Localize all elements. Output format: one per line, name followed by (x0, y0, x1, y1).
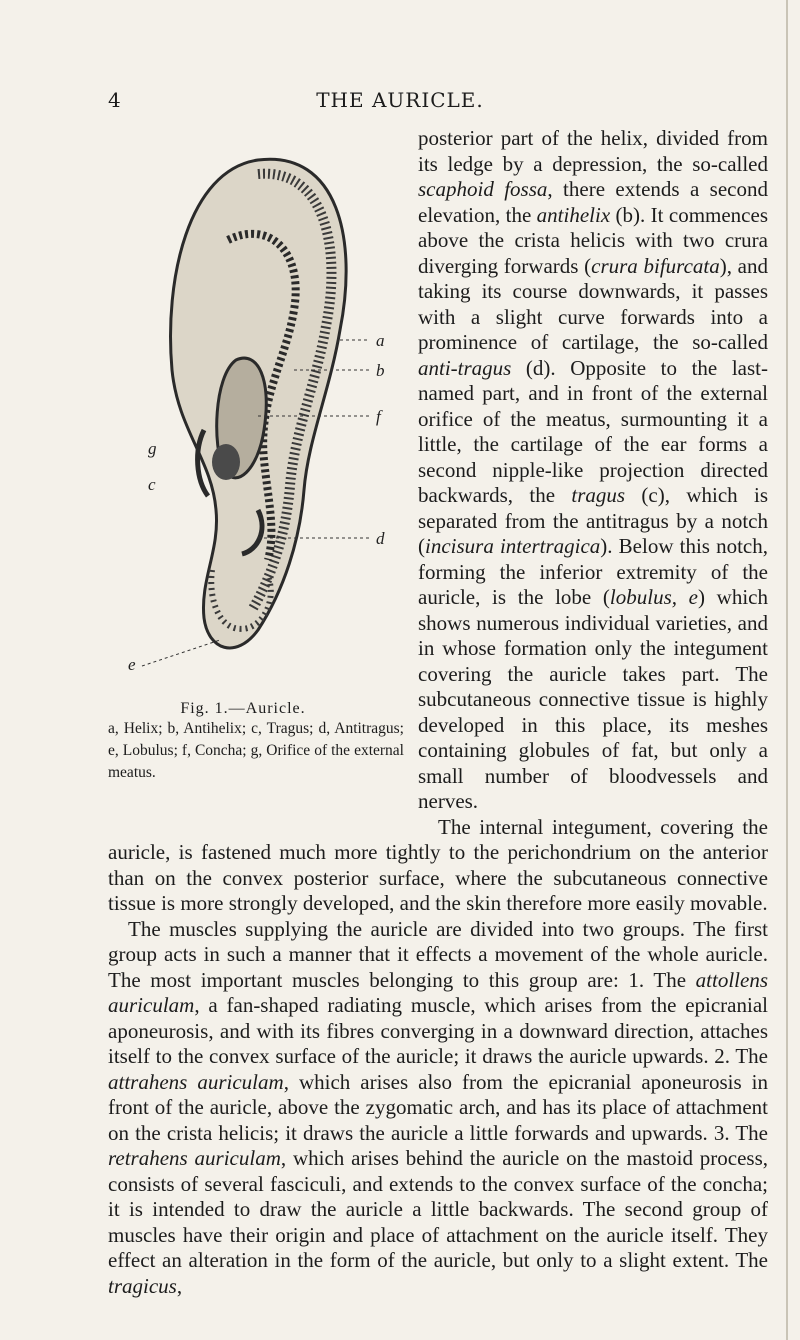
running-head: THE AURICLE. (316, 88, 484, 112)
label-g: g (148, 439, 157, 458)
label-c: c (148, 475, 156, 494)
label-f: f (376, 407, 381, 426)
body-text (108, 126, 768, 1299)
paragraph-2: The internal integument, covering the auricle, is fastened much more tightly to the perichondrium on the anterior than on the convex posterior surface, where the subcutaneous connective tissue is more strongly developed, and the skin therefore more easily movable. (108, 814, 768, 915)
label-e: e (128, 655, 136, 674)
label-a: a (376, 331, 385, 350)
auricle-illustration (108, 130, 404, 690)
label-d: d (376, 529, 385, 548)
page-edge (786, 0, 788, 1340)
label-b: b (376, 361, 385, 380)
figure-1 (108, 130, 404, 816)
page-number: 4 (108, 88, 121, 112)
figure-legend: a, Helix; b, Antihelix; c, Tragus; d, Antitragus; e, Lobulus; f, Concha; g, Orifice of the external meatus. (108, 720, 404, 781)
paragraph-1: posterior part of the helix, divided from its ledge by a depression, the so-called scaphoid fossa, there extends a second elevation, the antihelix (b). It commences above the crista helicis with two crura diverging forwards (crura bifurcata), and taking its course downwards, it passes with a slight curve forwards into a prominence of cartilage, the so-called anti-tragus (d). Opposite to the last-named part, and in front of the external orifice of the meatus, surmounting it a little, the cartilage of the ear forms a second nipple-like projection directed backwards, the tragus (c), which is separated from the antitragus by a notch (incisura intertragica). Below this notch, forming the inferior extremity of the auricle, is the lobe (lobulus, e) which shows numerous individual varieties, and in whose formation only the integument covering the auricle takes part. The subcutaneous connective tissue is highly developed in this place, its meshes containing globules of fat, but only a small number of bloodvessels and nerves. (418, 126, 768, 813)
paragraph-3: The muscles supplying the auricle are divided into two groups. The first group acts in such a manner that it effects a movement of the whole auricle. The most important muscles belonging to this group are: 1. The attollens auriculam, a fan-shaped radiating muscle, which arises from the epicranial aponeurosis, and with its fibres converging in a downward direction, attaches itself to the convex surface of the auricle; it draws the auricle upwards. 2. The attrahens auriculam, which arises also from the epicranial aponeurosis in front of the auricle, above the zygomatic arch, and has its place of attachment on the crista helicis; it draws the auricle a little forwards and upwards. 3. The retrahens auriculam, which arises behind the auricle on the mastoid process, consists of several fasciculi, and extends to the convex surface of the concha; it is intended to draw the auricle a little backwards. The second group of muscles have their origin and place of attachment on the auricle itself. They effect an alteration in the form of the auricle, but only to a slight extent. The tragicus, (108, 916, 769, 1298)
page-header (0, 88, 800, 118)
figure-title: Fig. 1.—Auricle. (180, 700, 306, 717)
